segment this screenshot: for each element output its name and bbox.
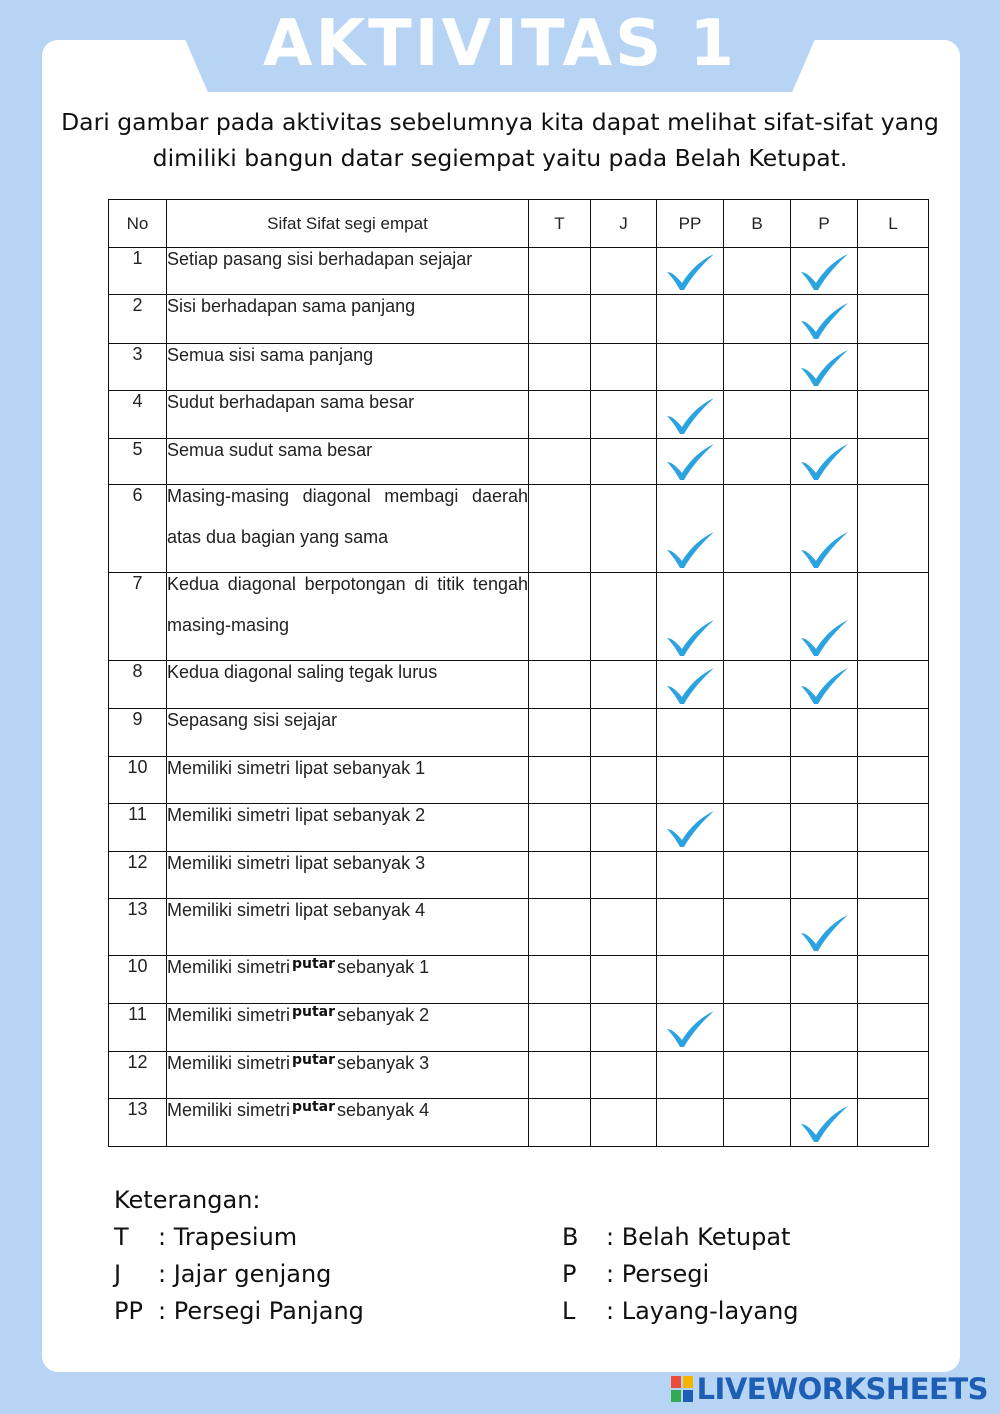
mark-cell-b[interactable] bbox=[724, 485, 791, 573]
mark-cell-b[interactable] bbox=[724, 661, 791, 709]
check-icon bbox=[798, 348, 850, 388]
row-number: 4 bbox=[109, 391, 167, 439]
check-icon bbox=[798, 252, 850, 292]
header-no: No bbox=[109, 200, 167, 248]
mark-cell-p[interactable] bbox=[791, 661, 858, 709]
legend-item bbox=[562, 1256, 709, 1293]
mark-cell-p[interactable] bbox=[791, 899, 858, 956]
check-icon bbox=[664, 1009, 716, 1049]
mark-cell-pp[interactable] bbox=[657, 485, 724, 573]
legend-item bbox=[114, 1219, 297, 1256]
check-icon bbox=[664, 666, 716, 706]
check-icon bbox=[798, 913, 850, 953]
mark-cell-j[interactable] bbox=[591, 852, 657, 899]
mark-cell-p[interactable] bbox=[791, 1099, 858, 1147]
mark-cell-t[interactable] bbox=[529, 1004, 591, 1052]
row-number: 9 bbox=[109, 709, 167, 757]
mark-cell-b[interactable] bbox=[724, 248, 791, 295]
row-number: 12 bbox=[109, 852, 167, 899]
row-number: 11 bbox=[109, 1004, 167, 1052]
mark-cell-t[interactable] bbox=[529, 757, 591, 804]
mark-cell-b[interactable] bbox=[724, 1052, 791, 1099]
mark-cell-b[interactable] bbox=[724, 899, 791, 956]
mark-cell-pp[interactable] bbox=[657, 661, 724, 709]
legend-label: : Persegi bbox=[606, 1260, 710, 1288]
legend-abbr: P bbox=[562, 1260, 577, 1288]
mark-cell-j[interactable] bbox=[591, 248, 657, 295]
mark-cell-t[interactable] bbox=[529, 1099, 591, 1147]
mark-cell-t[interactable] bbox=[529, 709, 591, 757]
mark-cell-l[interactable] bbox=[858, 899, 929, 956]
mark-cell-j[interactable] bbox=[591, 1099, 657, 1147]
mark-cell-b[interactable] bbox=[724, 709, 791, 757]
header-sifat: Sifat Sifat segi empat bbox=[167, 200, 529, 248]
mark-cell-b[interactable] bbox=[724, 757, 791, 804]
mark-cell-p[interactable] bbox=[791, 439, 858, 485]
row-description: Memiliki simetri lipat sebanyak 3 bbox=[167, 852, 529, 899]
legend-label: : Belah Ketupat bbox=[606, 1223, 791, 1251]
row-number: 10 bbox=[109, 956, 167, 1004]
row-number: 12 bbox=[109, 1052, 167, 1099]
row-number: 10 bbox=[109, 757, 167, 804]
overlay-word: putar bbox=[292, 1099, 336, 1115]
check-icon bbox=[798, 442, 850, 482]
header-b: B bbox=[724, 200, 791, 248]
mark-cell-b[interactable] bbox=[724, 1099, 791, 1147]
description-start: Memiliki simetri bbox=[167, 1005, 290, 1025]
mark-cell-b[interactable] bbox=[724, 344, 791, 391]
mark-cell-p[interactable] bbox=[791, 804, 858, 852]
check-icon bbox=[664, 252, 716, 292]
mark-cell-b[interactable] bbox=[724, 573, 791, 661]
mark-cell-l[interactable] bbox=[858, 295, 929, 344]
mark-cell-l[interactable] bbox=[858, 709, 929, 757]
mark-cell-l[interactable] bbox=[858, 248, 929, 295]
row-number: 6 bbox=[109, 485, 167, 573]
legend-abbr: B bbox=[562, 1223, 579, 1251]
mark-cell-j[interactable] bbox=[591, 1004, 657, 1052]
mark-cell-t[interactable] bbox=[529, 573, 591, 661]
mark-cell-l[interactable] bbox=[858, 852, 929, 899]
mark-cell-l[interactable] bbox=[858, 344, 929, 391]
check-icon bbox=[664, 618, 716, 658]
row-number: 7 bbox=[109, 573, 167, 661]
page-title: AKTIVITAS 1 bbox=[262, 7, 738, 81]
row-description: Memiliki simetri lipat sebanyak 4 bbox=[167, 899, 529, 956]
table-row bbox=[109, 573, 929, 661]
mark-cell-t[interactable] bbox=[529, 485, 591, 573]
header-pp: PP bbox=[657, 200, 724, 248]
check-icon bbox=[664, 442, 716, 482]
overlay-word: putar bbox=[292, 956, 336, 972]
check-icon bbox=[798, 301, 850, 341]
check-icon bbox=[664, 396, 716, 436]
legend-item bbox=[562, 1293, 799, 1330]
mark-cell-j[interactable] bbox=[591, 573, 657, 661]
mark-cell-t[interactable] bbox=[529, 248, 591, 295]
mark-cell-t[interactable] bbox=[529, 391, 591, 439]
mark-cell-p[interactable] bbox=[791, 573, 858, 661]
row-description: Sepasang sisi sejajar bbox=[167, 709, 529, 757]
header-t: T bbox=[529, 200, 591, 248]
legend-label: : Jajar genjang bbox=[158, 1260, 332, 1288]
mark-cell-pp[interactable] bbox=[657, 344, 724, 391]
mark-cell-p[interactable] bbox=[791, 248, 858, 295]
row-number: 5 bbox=[109, 439, 167, 485]
table-row bbox=[109, 391, 929, 439]
mark-cell-b[interactable] bbox=[724, 295, 791, 344]
description-end: sebanyak 2 bbox=[337, 1005, 430, 1025]
mark-cell-p[interactable] bbox=[791, 1004, 858, 1052]
mark-cell-l[interactable] bbox=[858, 757, 929, 804]
mark-cell-pp[interactable] bbox=[657, 1004, 724, 1052]
row-description: Setiap pasang sisi berhadapan sejajar bbox=[167, 248, 529, 295]
mark-cell-t[interactable] bbox=[529, 661, 591, 709]
row-description bbox=[167, 1004, 529, 1052]
mark-cell-j[interactable] bbox=[591, 439, 657, 485]
mark-cell-pp[interactable] bbox=[657, 956, 724, 1004]
mark-cell-b[interactable] bbox=[724, 391, 791, 439]
mark-cell-t[interactable] bbox=[529, 439, 591, 485]
mark-cell-t[interactable] bbox=[529, 1052, 591, 1099]
legend-abbr: J bbox=[114, 1260, 122, 1288]
mark-cell-p[interactable] bbox=[791, 709, 858, 757]
mark-cell-t[interactable] bbox=[529, 956, 591, 1004]
table-row bbox=[109, 709, 929, 757]
brand-text: LIVEWORKSHEETS bbox=[696, 1372, 988, 1406]
table-row bbox=[109, 1099, 929, 1147]
header-l: L bbox=[858, 200, 929, 248]
mark-cell-pp[interactable] bbox=[657, 439, 724, 485]
legend-heading: Keterangan: bbox=[114, 1186, 261, 1214]
mark-cell-pp[interactable] bbox=[657, 804, 724, 852]
overlay-word: putar bbox=[292, 1052, 336, 1068]
mark-cell-p[interactable] bbox=[791, 757, 858, 804]
mark-cell-l[interactable] bbox=[858, 391, 929, 439]
check-icon bbox=[664, 809, 716, 849]
table-row bbox=[109, 344, 929, 391]
mark-cell-p[interactable] bbox=[791, 852, 858, 899]
mark-cell-l[interactable] bbox=[858, 804, 929, 852]
mark-cell-l[interactable] bbox=[858, 1004, 929, 1052]
row-description: Memiliki simetri lipat sebanyak 1 bbox=[167, 757, 529, 804]
mark-cell-p[interactable] bbox=[791, 956, 858, 1004]
table-row bbox=[109, 899, 929, 956]
mark-cell-l[interactable] bbox=[858, 1052, 929, 1099]
row-description: Kedua diagonal berpotongan di titik tengah masing-masing bbox=[167, 573, 529, 661]
table-row bbox=[109, 852, 929, 899]
table-row bbox=[109, 1052, 929, 1099]
mark-cell-t[interactable] bbox=[529, 852, 591, 899]
legend-label: : Layang-layang bbox=[606, 1297, 799, 1325]
mark-cell-b[interactable] bbox=[724, 852, 791, 899]
mark-cell-p[interactable] bbox=[791, 1052, 858, 1099]
row-number: 13 bbox=[109, 1099, 167, 1147]
mark-cell-p[interactable] bbox=[791, 485, 858, 573]
mark-cell-pp[interactable] bbox=[657, 391, 724, 439]
mark-cell-pp[interactable] bbox=[657, 248, 724, 295]
mark-cell-pp[interactable] bbox=[657, 757, 724, 804]
mark-cell-pp[interactable] bbox=[657, 709, 724, 757]
mark-cell-j[interactable] bbox=[591, 899, 657, 956]
mark-cell-j[interactable] bbox=[591, 1052, 657, 1099]
mark-cell-j[interactable] bbox=[591, 344, 657, 391]
row-description bbox=[167, 956, 529, 1004]
mark-cell-b[interactable] bbox=[724, 1004, 791, 1052]
mark-cell-l[interactable] bbox=[858, 661, 929, 709]
mark-cell-j[interactable] bbox=[591, 391, 657, 439]
legend-item bbox=[114, 1293, 364, 1330]
table-row bbox=[109, 248, 929, 295]
legend-item bbox=[114, 1256, 331, 1293]
mark-cell-j[interactable] bbox=[591, 485, 657, 573]
mark-cell-l[interactable] bbox=[858, 1099, 929, 1147]
row-number: 11 bbox=[109, 804, 167, 852]
check-icon bbox=[798, 530, 850, 570]
check-icon bbox=[664, 530, 716, 570]
mark-cell-p[interactable] bbox=[791, 344, 858, 391]
mark-cell-j[interactable] bbox=[591, 804, 657, 852]
row-description: Semua sisi sama panjang bbox=[167, 344, 529, 391]
mark-cell-j[interactable] bbox=[591, 709, 657, 757]
mark-cell-l[interactable] bbox=[858, 956, 929, 1004]
mark-cell-pp[interactable] bbox=[657, 852, 724, 899]
row-description bbox=[167, 1052, 529, 1099]
description-start: Memiliki simetri bbox=[167, 957, 290, 977]
legend-label: : Trapesium bbox=[158, 1223, 298, 1251]
header-j: J bbox=[591, 200, 657, 248]
brand-logo[interactable] bbox=[671, 1372, 988, 1406]
table-row bbox=[109, 804, 929, 852]
mark-cell-t[interactable] bbox=[529, 804, 591, 852]
row-description: Memiliki simetri lipat sebanyak 2 bbox=[167, 804, 529, 852]
description-start: Memiliki simetri bbox=[167, 1053, 290, 1073]
description-end: sebanyak 3 bbox=[337, 1053, 430, 1073]
mark-cell-j[interactable] bbox=[591, 757, 657, 804]
table-row bbox=[109, 956, 929, 1004]
table-row bbox=[109, 757, 929, 804]
legend-label: : Persegi Panjang bbox=[158, 1297, 364, 1325]
row-number: 1 bbox=[109, 248, 167, 295]
check-icon bbox=[798, 666, 850, 706]
mark-cell-b[interactable] bbox=[724, 804, 791, 852]
mark-cell-l[interactable] bbox=[858, 573, 929, 661]
check-icon bbox=[798, 1104, 850, 1144]
row-description: Sudut berhadapan sama besar bbox=[167, 391, 529, 439]
mark-cell-t[interactable] bbox=[529, 295, 591, 344]
row-number: 8 bbox=[109, 661, 167, 709]
properties-table bbox=[108, 199, 929, 1147]
row-number: 3 bbox=[109, 344, 167, 391]
row-description: Sisi berhadapan sama panjang bbox=[167, 295, 529, 344]
description-start: Memiliki simetri bbox=[167, 1100, 290, 1120]
header-p: P bbox=[791, 200, 858, 248]
intro-text: Dari gambar pada aktivitas sebelumnya kita dapat melihat sifat-sifat yang dimiliki bangun datar segiempat yaitu pada Belah Ketupat. bbox=[61, 108, 939, 172]
mark-cell-j[interactable] bbox=[591, 661, 657, 709]
row-description: Masing-masing diagonal membagi daerah atas dua bagian yang sama bbox=[167, 485, 529, 573]
description-end: sebanyak 1 bbox=[337, 957, 430, 977]
row-number: 2 bbox=[109, 295, 167, 344]
mark-cell-p[interactable] bbox=[791, 391, 858, 439]
mark-cell-j[interactable] bbox=[591, 956, 657, 1004]
mark-cell-p[interactable] bbox=[791, 295, 858, 344]
table-row bbox=[109, 661, 929, 709]
mark-cell-pp[interactable] bbox=[657, 295, 724, 344]
mark-cell-j[interactable] bbox=[591, 295, 657, 344]
mark-cell-l[interactable] bbox=[858, 485, 929, 573]
table-row bbox=[109, 1004, 929, 1052]
description-end: sebanyak 4 bbox=[337, 1100, 430, 1120]
mark-cell-t[interactable] bbox=[529, 899, 591, 956]
mark-cell-pp[interactable] bbox=[657, 899, 724, 956]
mark-cell-b[interactable] bbox=[724, 439, 791, 485]
legend-abbr: PP bbox=[114, 1297, 143, 1325]
mark-cell-pp[interactable] bbox=[657, 1052, 724, 1099]
row-description bbox=[167, 1099, 529, 1147]
table-row bbox=[109, 295, 929, 344]
overlay-word: putar bbox=[292, 1004, 336, 1020]
mark-cell-pp[interactable] bbox=[657, 573, 724, 661]
legend-item bbox=[562, 1219, 790, 1256]
row-description: Kedua diagonal saling tegak lurus bbox=[167, 661, 529, 709]
legend-abbr: L bbox=[562, 1297, 576, 1325]
legend-abbr: T bbox=[114, 1223, 129, 1251]
mark-cell-t[interactable] bbox=[529, 344, 591, 391]
table-header-row bbox=[109, 200, 929, 248]
table-row bbox=[109, 485, 929, 573]
mark-cell-pp[interactable] bbox=[657, 1099, 724, 1147]
mark-cell-l[interactable] bbox=[858, 439, 929, 485]
row-number: 13 bbox=[109, 899, 167, 956]
check-icon bbox=[798, 618, 850, 658]
mark-cell-b[interactable] bbox=[724, 956, 791, 1004]
liveworksheets-icon bbox=[671, 1376, 693, 1402]
row-description: Semua sudut sama besar bbox=[167, 439, 529, 485]
